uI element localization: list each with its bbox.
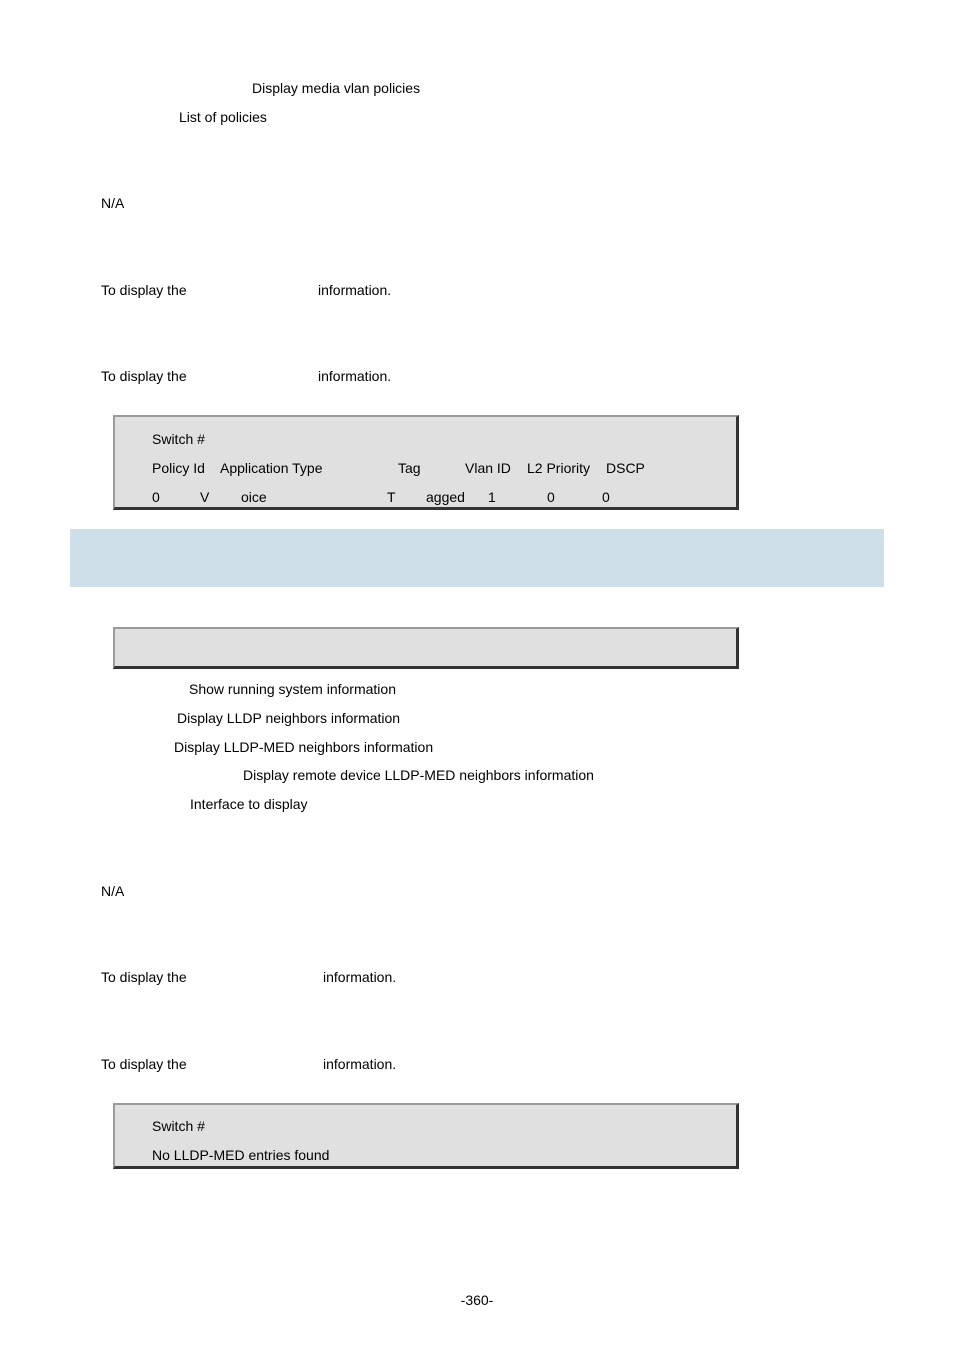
table-cell-l2-priority: 0 <box>547 489 555 505</box>
example-end: information. <box>323 1056 397 1072</box>
table-cell-app-type-part2: oice <box>241 489 267 505</box>
column-header-policy-id: Policy Id <box>152 460 205 476</box>
usage-end: information. <box>323 969 397 985</box>
cli-prompt: Switch # <box>152 431 205 447</box>
example-intro: To display the <box>101 368 187 384</box>
table-cell-tag-part1: T <box>387 489 396 505</box>
usage-end: information. <box>318 282 392 298</box>
param-lldp: Display LLDP neighbors information <box>177 710 401 726</box>
page-number: -360- <box>460 1292 494 1308</box>
column-header-vlan-id: Vlan ID <box>465 460 511 476</box>
usage-intro: To display the <box>101 282 187 298</box>
section-heading-band <box>70 529 884 587</box>
column-header-dscp: DSCP <box>606 460 645 476</box>
default-value: N/A <box>101 195 125 211</box>
table-cell-policy-id: 0 <box>152 489 160 505</box>
column-header-l2-priority: L2 Priority <box>527 460 591 476</box>
default-value: N/A <box>101 883 125 899</box>
cli-prompt: Switch # <box>152 1118 205 1134</box>
param-list-of-policies: List of policies <box>179 109 267 125</box>
command-syntax-box <box>113 627 739 669</box>
column-header-tag: Tag <box>398 460 421 476</box>
param-media-vlan-policy: Display media vlan policies <box>252 80 421 96</box>
cli-output: No LLDP-MED entries found <box>152 1147 330 1163</box>
column-header-application-type: Application Type <box>220 460 323 476</box>
example-intro: To display the <box>101 1056 187 1072</box>
param-remote-device: Display remote device LLDP-MED neighbors information <box>243 767 594 783</box>
param-running-config: Show running system information <box>189 681 396 697</box>
table-cell-vlan-id: 1 <box>488 489 496 505</box>
param-lldp-med: Display LLDP-MED neighbors information <box>174 739 434 755</box>
usage-intro: To display the <box>101 969 187 985</box>
table-cell-app-type-part1: V <box>200 489 210 505</box>
table-cell-dscp: 0 <box>602 489 610 505</box>
example-end: information. <box>318 368 392 384</box>
table-cell-tag-part2: agged <box>426 489 465 505</box>
param-interface: Interface to display <box>190 796 308 812</box>
